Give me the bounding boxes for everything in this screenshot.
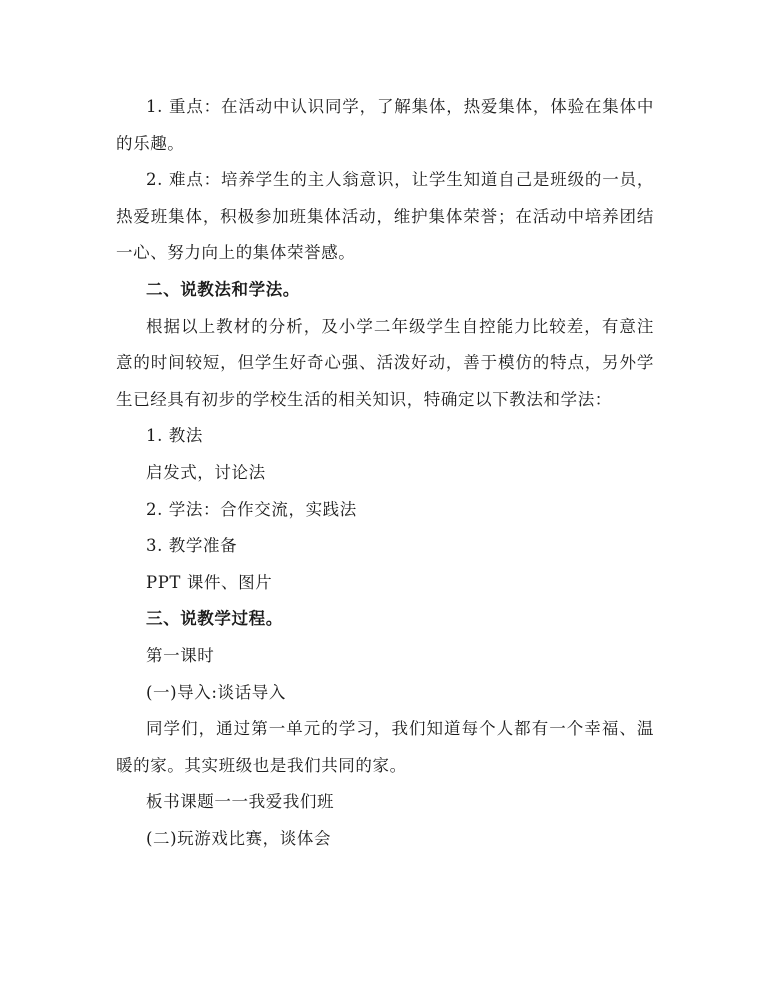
paragraph-methods-intro: 根据以上教材的分析，及小学二年级学生自控能力比较差，有意注意的时间较短，但学生好奇心强、活泼好动，善于模仿的特点，另外学生已经具有初步的学校生活的相关知识，特确定以下教法和学法： [116,316,654,409]
section-heading-process: 三、说教学过程。 [146,609,283,629]
paragraph-difficult-point: 2. 难点：培养学生的主人翁意识，让学生知道自己是班级的一员，热爱班集体，积极参加班集体活动，维护集体荣誉；在活动中培养团结一心、努力向上的集体荣誉感。 [116,170,654,263]
paragraph-board-title: 板书课题一一我爱我们班 [146,792,335,812]
paragraph-intro-step: (一)导入:谈话导入 [146,682,286,702]
paragraph-teaching-method-title: 1. 教法 [146,426,203,446]
paragraph-focus-point: 1. 重点：在活动中认识同学，了解集体，热爱集体，体验在集体中的乐趣。 [116,97,654,153]
section-heading-methods: 二、说教法和学法。 [146,279,300,299]
paragraph-game-step: (二)玩游戏比赛，谈体会 [146,828,332,848]
paragraph-learning-method: 2. 学法：合作交流，实践法 [146,499,357,519]
paragraph-preparation-title: 3. 教学准备 [146,536,238,556]
paragraph-intro-body: 同学们，通过第一单元的学习，我们知道每个人都有一个幸福、温暖的家。其实班级也是我们共同的家。 [116,719,654,775]
paragraph-lesson-one: 第一课时 [146,645,215,665]
paragraph-preparation-body: PPT 课件、图片 [146,572,273,592]
paragraph-teaching-method-body: 启发式，讨论法 [146,462,266,482]
